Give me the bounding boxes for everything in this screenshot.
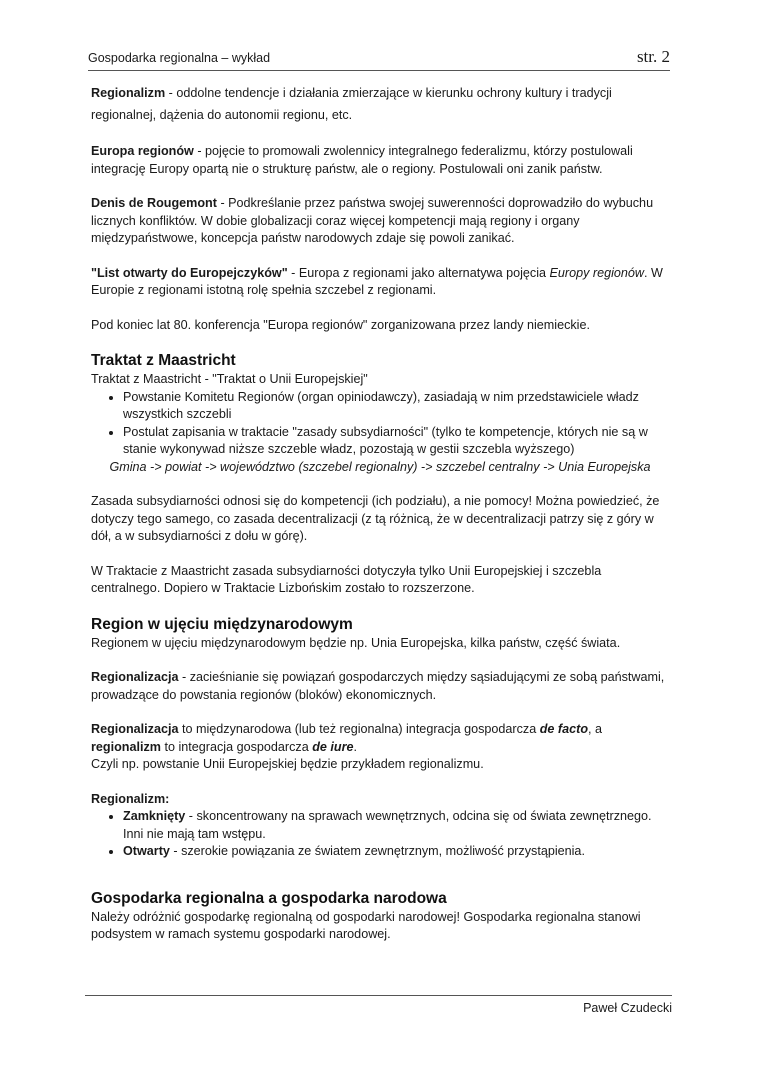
heading-maastricht: Traktat z Maastricht bbox=[91, 352, 236, 369]
paragraph-europa-regionow: Europa regionów - pojęcie to promowali zwolennicy integralnego federalizmu, którzy postulowali integrację Europy opartą nie o strukturę państw, ale o regiony. Postulowali oni zanik państw. bbox=[91, 144, 633, 176]
paragraph-konferencja: Pod koniec lat 80. konferencja "Europa regionów" zorganizowana przez landy niemieckie. bbox=[91, 317, 590, 332]
paragraph-definitions: Regionalizacja to międzynarodowa (lub też regionalna) integracja gospodarcza de facto, a regionalizm to integracja gospodarcza de iure. Czyli np. powstanie Unii Europejskiej będzie przykładem regionalizmu. bbox=[91, 722, 603, 771]
paragraph-rougemont: Denis de Rougemont - Podkreślanie przez państwa swojej suwerenności doprowadziło do wybuchu licznych konfliktów. W dobie globalizacji coraz więcej kompetencji mają regiony i organy międzypaństwowe, koncepcja państw narodowych zdaje się powoli zanikać. bbox=[91, 196, 654, 245]
list-item: • Otwarty - szerokie powiązania ze światem zewnętrznym, możliwość przystąpienia. bbox=[123, 843, 669, 861]
maastricht-subtitle: Traktat z Maastricht - "Traktat o Unii Europejskiej" bbox=[91, 372, 368, 386]
page-number: str. 2 bbox=[636, 47, 670, 66]
term: regionalizm bbox=[91, 739, 161, 754]
paragraph-lizbona: W Traktacie z Maastricht zasada subsydiarności dotyczyła tylko Unii Europejskiej i szczebla centralnego. Dopiero w Traktacie Lizbońskim zostało to rozszerzone. bbox=[91, 563, 602, 595]
author-name: Paweł Czudecki bbox=[583, 1001, 672, 1015]
paragraph-economy: Należy odróżnić gospodarkę regionalną od gospodarki narodowej! Gospodarka regionalna stanowi podsystem w ramach systemu gospodarki narodowej. bbox=[91, 909, 641, 941]
term: Regionalizacja bbox=[91, 722, 179, 736]
paragraph-region-international: Regionem w ujęciu międzynarodowym będzie np. Unia Europejska, kilka państw, część świata. bbox=[91, 635, 621, 650]
regionalizm-list bbox=[91, 808, 669, 861]
page-header bbox=[88, 46, 670, 71]
term: Europa regionów bbox=[91, 144, 194, 158]
paragraph-regionalizacja: Regionalizacja - zacieśnianie się powiązań gospodarczych między sąsiadującymi ze sobą państwami, prowadzące do powstania regionów (bloków) ekonomicznych. bbox=[91, 670, 665, 702]
paragraph-regionalizm: Regionalizm - oddolne tendencje i działania zmierzające w kierunku ochrony kultury i tradycji regionalnej, dążenia do autonomii regionu, etc. bbox=[91, 86, 612, 122]
paragraph-subsydiarnosc: Zasada subsydiarności odnosi się do kompetencji (ich podziału), a nie pomocy! Można powiedzieć, że dotyczy tego samego, co zasada decentralizacji (z tą różnicą, że w decentralizacji patrzy się z góry w dół, a w subsydiarności z dołu w górę). bbox=[91, 494, 660, 543]
term: Regionalizacja bbox=[91, 670, 179, 684]
heading-international: Region w ujęciu międzynarodowym bbox=[91, 615, 353, 633]
term: Denis de Rougemont bbox=[91, 196, 217, 210]
term: Regionalizm bbox=[91, 86, 166, 100]
term: "List otwarty do Europejczyków" bbox=[91, 265, 288, 280]
list-item: • Powstanie Komitetu Regionów (organ opiniodawczy), zasiadają w nim przedstawiciele władz wszystkich szczebli bbox=[123, 389, 669, 424]
page-footer bbox=[85, 995, 672, 1020]
regionalizm-list-title: Regionalizm: bbox=[91, 791, 170, 806]
heading-economy: Gospodarka regionalna a gospodarka narodowa bbox=[91, 889, 447, 907]
list-item: • Zamknięty - skoncentrowany na sprawach wewnętrznych, odcina się od świata zewnętrznego. Inni nie mają tam wstępu. bbox=[123, 808, 669, 843]
header-title: Gospodarka regionalna – wykład bbox=[88, 51, 271, 65]
page-content bbox=[91, 82, 669, 944]
maastricht-list bbox=[91, 389, 669, 459]
administrative-chain: Gmina -> powiat -> województwo (szczebel regionalny) -> szczebel centralny -> Unia Europejska bbox=[109, 459, 651, 474]
list-item: • Postulat zapisania w traktacie "zasady subsydiarności" (tylko te kompetencje, których nie są w stanie wykonywad niższe szczeble władz, pozostają w gestii szczebla wyższego) bbox=[123, 424, 669, 459]
paragraph-list-otwarty: "List otwarty do Europejczyków" - Europa z regionami jako alternatywa pojęcia Europy regionów. W Europie z regionami istotną rolę spełnia szczebel z regionami. bbox=[91, 265, 663, 297]
